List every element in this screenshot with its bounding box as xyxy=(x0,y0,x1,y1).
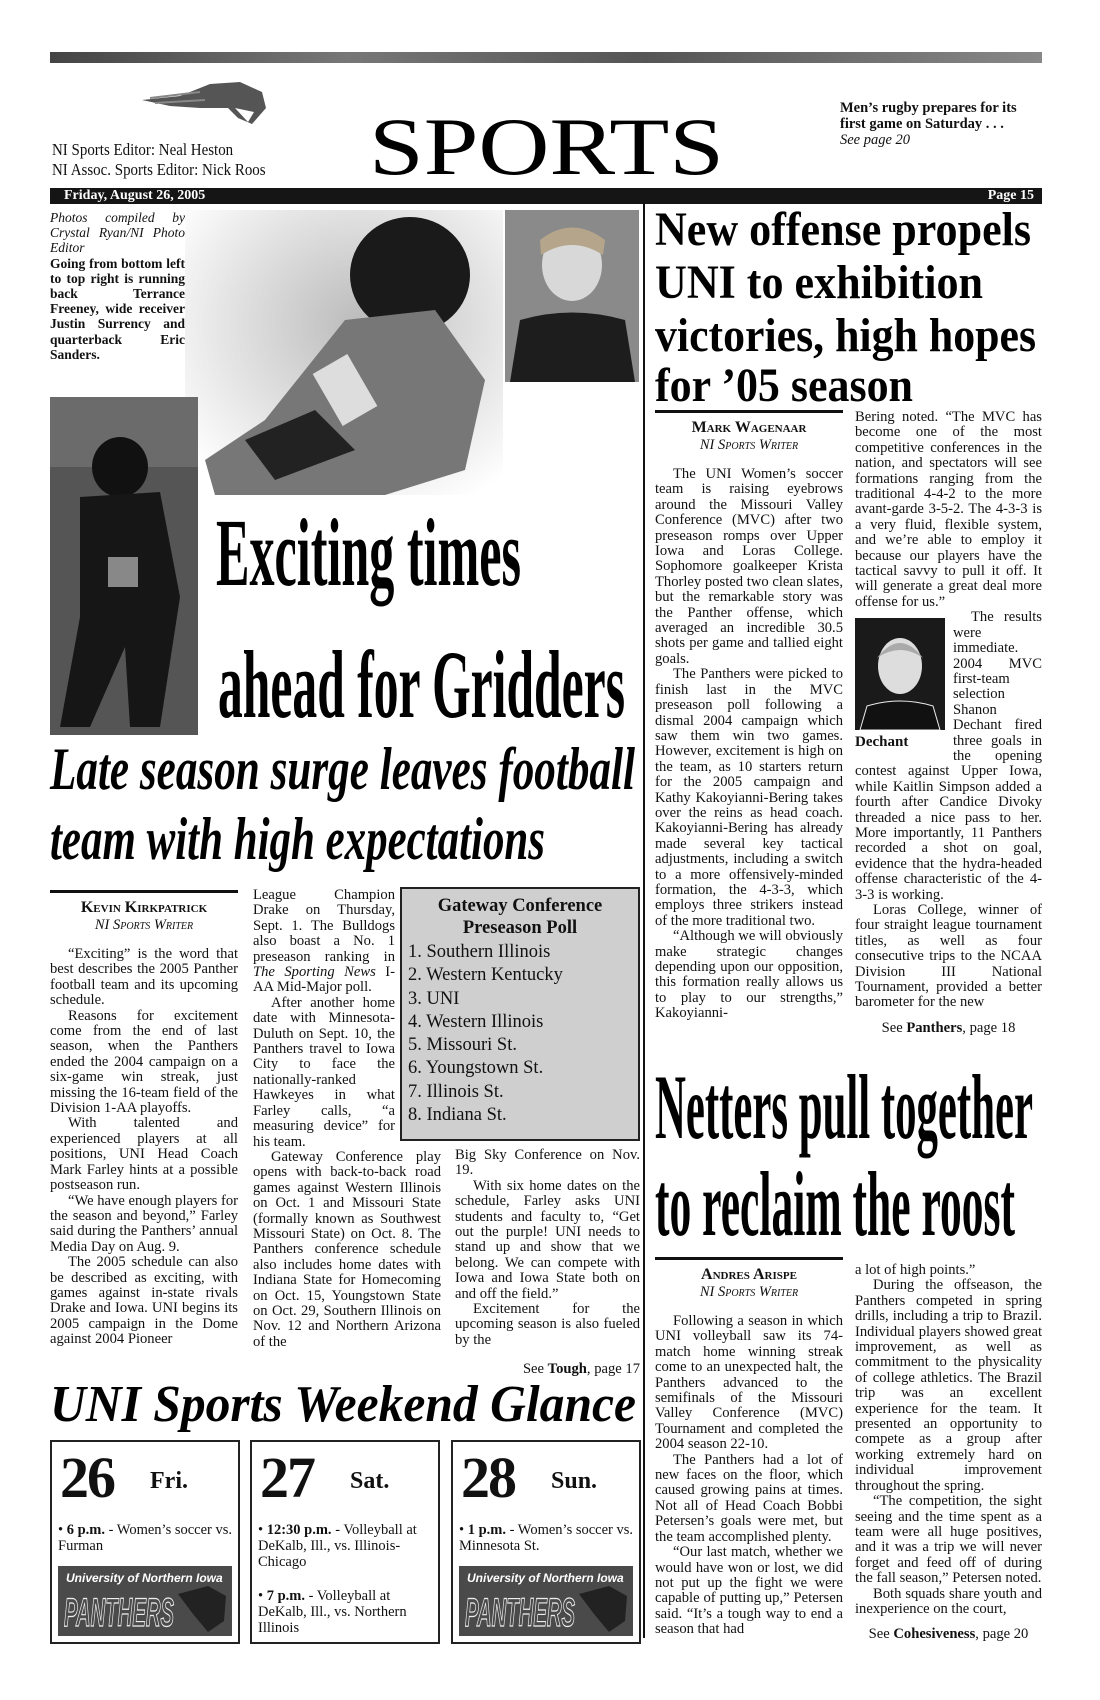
event-item: • 12:30 p.m. - Volleyball at DeKalb, Ill., vs. Illinois-Chicago xyxy=(258,1521,417,1570)
jump-suffix: , page 20 xyxy=(975,1626,1029,1643)
poll-team: 5. Missouri St. xyxy=(408,1035,517,1056)
day-name: Fri. xyxy=(150,1467,188,1494)
poll-list xyxy=(402,941,638,1127)
soccer-col-2 xyxy=(855,410,1042,1036)
photo-caption-text: Going from bottom left to top right is running back Terrance Freeney, wide receiver Justin Surrency and quarterback Eric Sanders. xyxy=(50,255,185,362)
football-headline-line2: ahead for Gridders xyxy=(218,631,625,738)
jump-word: Tough xyxy=(547,1361,587,1378)
logo-line2: PANTHERS xyxy=(465,1590,576,1635)
poll-team: 7. Illinois St. xyxy=(408,1081,504,1102)
logo-line1: University of Northern Iowa xyxy=(467,1570,624,1585)
photo-caption xyxy=(50,210,185,362)
soccer-headline-line: New offense propels xyxy=(655,205,1031,256)
volleyball-jump-link[interactable] xyxy=(855,1627,1042,1642)
issue-date: Friday, August 26, 2005 xyxy=(64,188,206,203)
football-subhead-line2: team with high expectations xyxy=(50,806,545,872)
column-divider xyxy=(643,204,645,1638)
photo-quarterback xyxy=(505,210,639,382)
paragraph: The Panthers were picked to finish last in the MVC preseason poll following a dismal 2004 campaign which saw them win two games. However, excitement is high on the team, as 10 starters return for the 2005 campaign and Kathy Kakoyianni-Bering takes over the reins as head coach. Kakoyianni-Bering has already made several key tactical adjustments, including a switch to a more offensively-minded formation, the 4-3-3, which employs three strikers instead of the more traditional two. xyxy=(655,666,843,929)
volleyball-headline-line2: to reclaim the roost xyxy=(655,1153,1016,1250)
poll-team: 6. Youngstown St. xyxy=(408,1058,544,1079)
soccer-headline xyxy=(650,205,1050,410)
event-item: • 7 p.m. - Volleyball at DeKalb, Ill., vs. Northern Illinois xyxy=(258,1587,407,1636)
event-time: 1 p.m. xyxy=(467,1521,506,1538)
paragraph: Loras College, winner of four straight league tournament titles, as well as four consecutive trips to the NCAA Division III National Tournament, provided a better barometer for the new xyxy=(855,902,1042,1011)
preseason-poll-box xyxy=(400,887,640,1141)
paragraph: With talented and experienced players at all positions, UNI Head Coach Mark Farley hints at a possible postseason run. xyxy=(50,1115,238,1194)
section-title-text: SPORTS xyxy=(369,101,724,185)
section-title xyxy=(365,80,735,185)
event-time: 12:30 p.m. xyxy=(266,1521,332,1538)
paragraph: The UNI Women’s soccer team is raising eyebrows around the Missouri Valley Conference (MVC) after two preseason romps over Upper Iowa and Loras College. Sophomore goalkeeper Krista Thorley posted two clean slates, but the remarkable story was the Panther offense, which averaged an incredible 30.5 shots per game and tallied eight goals. xyxy=(655,466,843,667)
text-segment: The Sporting News xyxy=(253,964,376,981)
jump-prefix: See xyxy=(881,1019,907,1036)
teaser-ref: See page 20 xyxy=(840,132,911,148)
football-subhead-line1: Late season surge leaves football xyxy=(49,736,636,802)
poll-team: 1. Southern Illinois xyxy=(408,942,551,962)
paragraph: “Exciting” is the word that best describes the 2005 Panther football team and its upcoming schedule. xyxy=(50,946,238,1009)
jump-word: Panthers xyxy=(906,1019,963,1036)
event-list xyxy=(58,1522,232,1572)
football-headline xyxy=(0,480,644,880)
sports-editor: NI Sports Editor: Neal Heston xyxy=(52,140,234,159)
event-desc: - Volleyball at DeKalb, Ill., vs. Northern Illinois xyxy=(258,1587,407,1636)
dechant-caption: Dechant xyxy=(855,733,909,750)
event-item: • 1 p.m. - Women’s soccer vs. Minnesota St. xyxy=(459,1521,634,1554)
event-time: 7 p.m. xyxy=(266,1587,305,1604)
event-desc: - Women’s soccer vs. Furman xyxy=(58,1521,233,1554)
photo-credit: Photos compiled by Crystal Ryan/NI Photo Editor xyxy=(50,210,185,256)
poll-team: 8. Indiana St. xyxy=(408,1105,507,1126)
weekend-glance-title-text: UNI Sports Weekend Glance xyxy=(50,1375,636,1433)
day-number: 28 xyxy=(461,1444,515,1510)
soccer-headline-line: for ’05 season xyxy=(655,359,913,410)
teaser[interactable] xyxy=(840,100,1040,148)
date-bar xyxy=(50,188,1042,204)
poll-team: 2. Western Kentucky xyxy=(408,965,563,986)
event-desc: - Women’s soccer vs. Minnesota St. xyxy=(459,1521,634,1554)
soccer-headline-line: victories, high hopes xyxy=(655,309,1036,362)
football-headline-line1: Exciting times xyxy=(216,499,521,606)
text-segment: League Champion Drake on Thursday, Sept. 1. The Bulldogs also boast a No. 1 preseason ranking in xyxy=(253,887,395,965)
football-col1-text xyxy=(50,947,238,1348)
jump-prefix: See xyxy=(522,1361,548,1378)
soccer-col2-text xyxy=(855,410,1042,1011)
poll-team: 3. UNI xyxy=(408,988,460,1009)
football-col3-text xyxy=(455,1148,640,1348)
event-list xyxy=(258,1522,432,1654)
volleyball-col-2 xyxy=(855,1263,1042,1643)
logo-line1: University of Northern Iowa xyxy=(66,1570,223,1585)
football-author-role: NI Sports Writer xyxy=(94,917,194,933)
volleyball-col-1 xyxy=(655,1257,843,1638)
day-name: Sun. xyxy=(551,1467,598,1494)
football-col-3 xyxy=(455,1148,640,1378)
football-author: Kevin Kirkpatrick xyxy=(80,899,208,916)
paragraph: “The competition, the sight seeing and the time spent as a team were all huge positives, and it was a trip we will never forget and feed off of during the fall season,” Petersen noted. xyxy=(855,1493,1042,1587)
paragraph: After another home date with Minnesota-Duluth on Sept. 10, the Panthers travel to Iowa City to face the nationally-ranked Hawkeyes in what Farley calls, “a measuring device” for his team. xyxy=(253,994,395,1150)
weekend-day-box xyxy=(451,1440,641,1644)
poll-team: 4. Western Illinois xyxy=(408,1011,544,1032)
logo-line2: PANTHERS xyxy=(64,1590,175,1635)
panther-logo-icon xyxy=(140,78,270,130)
paragraph: With six home dates on the schedule, Farley asks UNI students and faculty to, “Get out the purple! UNI needs to stand up and show that we belong. We can compete with Iowa and Iowa State both on and off the field.” xyxy=(455,1177,640,1302)
text-segment: I-AA Mid-Major poll. xyxy=(253,964,395,996)
assoc-sports-editor: NI Assoc. Sports Editor: Nick Roos xyxy=(52,160,266,179)
paragraph: Following a season in which UNI volleyball saw its 74-match home winning streak come to an unexpected halt, the Panthers advanced to the semifinals of the Missouri Valley Conference (MVC) Tournament and completed the 2004 season 22-10. xyxy=(655,1313,843,1453)
jump-suffix: , page 18 xyxy=(962,1019,1016,1036)
event-list xyxy=(459,1522,633,1572)
football-col-1 xyxy=(50,890,238,1348)
byline-rule xyxy=(655,410,843,413)
volleyball-col1-text xyxy=(655,1314,843,1638)
paragraph: a lot of high points.” xyxy=(855,1262,976,1278)
paragraph: The 2005 schedule can also be described as exciting, with games against in-state rivals Drake and Iowa. UNI begins its 2005 campaign in the Dome against 2004 Pioneer xyxy=(50,1254,238,1348)
event-time: 6 p.m. xyxy=(66,1521,105,1538)
uni-panthers-logo xyxy=(459,1566,633,1636)
volleyball-author-role: NI Sports Writer xyxy=(699,1284,799,1300)
byline-rule xyxy=(50,890,238,893)
paragraph: “Our last match, whether we would have won or lost, we did not put up the fight we were capable of putting up,” Petersen said. “It’s a tough way to end a season that had xyxy=(655,1544,843,1638)
paragraph: “Although we will obviously make strategic changes depending upon our opposition, this formation really allows us to play to our strengths,” Kakoyianni- xyxy=(655,928,843,1022)
jump-suffix: , page 17 xyxy=(586,1361,640,1378)
soccer-author: Mark Wagenaar xyxy=(691,419,807,436)
dechant-photo-block xyxy=(855,618,947,750)
volleyball-headline-line1: Netters pull together xyxy=(655,1056,1033,1158)
editors xyxy=(52,140,266,180)
teaser-text: Men’s rugby prepares for its first game on Saturday . . . xyxy=(840,100,1017,132)
paragraph: Reasons for excitement come from the end of last season, when the Panthers ended the 2004 campaign on a six-game win streak, just missing the 16-team field of the Division 1-AA playoffs. xyxy=(50,1007,238,1117)
volleyball-author: Andres Arispe xyxy=(701,1266,797,1283)
day-number: 26 xyxy=(60,1444,114,1510)
uni-panthers-logo xyxy=(58,1566,232,1636)
weekend-glance-title xyxy=(0,1371,644,1437)
page-number: Page 15 xyxy=(987,188,1034,203)
paragraph: The results were immediate. 2004 MVC first-team selection Shanon Dechant fired three goals in the opening contest against Upper Iowa, while Kaitlin Simpson added a fourth after Candice Divoky threaded a nice pass to her. More importantly, 11 Panthers recorded a shot on goal, evidence that the hydra-headed offense characteristic of the 4-3-3 is working. xyxy=(855,609,1042,903)
photo-dechant xyxy=(855,618,945,730)
byline-rule xyxy=(655,1257,843,1260)
soccer-headline-line: UNI to exhibition xyxy=(655,256,983,309)
paragraph: Excitement for the upcoming season is also fueled by the xyxy=(455,1301,640,1348)
soccer-author-role: NI Sports Writer xyxy=(699,437,799,453)
paragraph: Big Sky Conference on Nov. 19. xyxy=(455,1147,640,1179)
day-number: 27 xyxy=(260,1444,314,1510)
jump-prefix: See xyxy=(868,1626,894,1643)
paragraph: Both squads share youth and inexperience on the court, xyxy=(855,1585,1042,1617)
event-item: • 6 p.m. - Women’s soccer vs. Furman xyxy=(58,1521,233,1554)
day-name: Sat. xyxy=(350,1467,390,1494)
soccer-col-1 xyxy=(655,410,843,1022)
masthead-rule xyxy=(50,52,1042,63)
paragraph: Gateway Conference play opens with back-to-back road games against Western Illinois on Oct. 1 and Missouri State (formally known as Southwest Missouri State) on Oct. 8. The Panthers conference schedule also includes home dates with Indiana State for Homecoming on Oct. 15, Youngstown State on Oct. 29, Southern Illinois on Nov. 12 and Northern Arizona of the xyxy=(253,1148,441,1350)
weekend-day-box xyxy=(50,1440,240,1644)
poll-title: Gateway Conference Preseason Poll xyxy=(437,896,603,938)
paragraph: Bering noted. “The MVC has become one of the most competitive conferences in the nation, and spectators will see formations ranging from the traditional 4-4-2 to the more avant-garde 3-5-2. The 4-3-3 is a very fluid, flexible system, and we’re able to employ it because our players have the tactical savvy to pull it off. It will generate a great deal more offense for us.” xyxy=(855,409,1042,610)
soccer-col1-text xyxy=(655,467,843,1022)
volleyball-col2-text xyxy=(855,1263,1042,1617)
paragraph: During the offseason, the Panthers competed in spring drills, including a trip to Brazil. Individual players showed great improvement, as well as commitment to the physicality of college athletics. The Brazil trip was an excellent experience for the team. It presented an opportunity to compete as a group after working extremely hard on individual improvement throughout the spring. xyxy=(855,1277,1042,1494)
volleyball-headline xyxy=(650,1040,1050,1250)
event-desc: - Volleyball at DeKalb, Ill., vs. Illinois-Chicago xyxy=(258,1521,417,1570)
paragraph: The Panthers had a lot of new faces on the floor, which caused growing pains at times. Not all of Head Coach Bobbi Petersen’s goals were met, but the team accomplished plenty. xyxy=(655,1451,843,1545)
photo-wide-receiver xyxy=(185,210,503,495)
soccer-jump-link[interactable] xyxy=(855,1021,1042,1036)
weekend-day-box xyxy=(250,1440,440,1644)
jump-word: Cohesiveness xyxy=(893,1626,976,1643)
paragraph: “We have enough players for the season and beyond,” Farley said during the Panthers’ annual Media Day on Aug. 9. xyxy=(50,1192,238,1255)
